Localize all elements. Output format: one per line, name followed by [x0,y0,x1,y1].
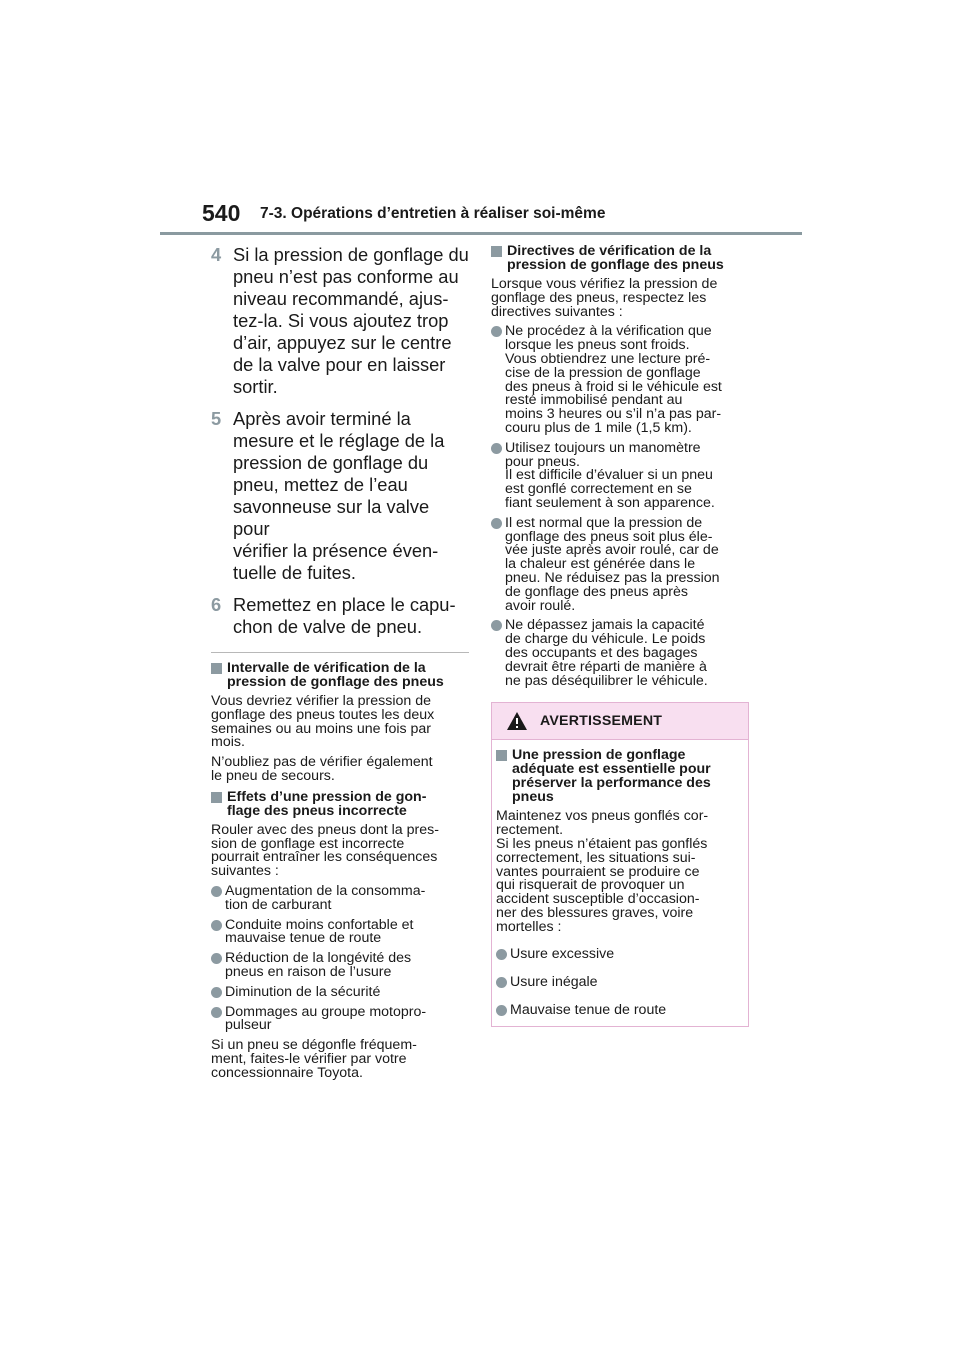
text-line: suivantes : [211,863,279,880]
warning-section-title [496,748,744,804]
text-line: directives suivantes : [491,303,623,320]
text-line: la chaleur est générée dans le [505,556,696,573]
page-number: 540 [202,200,241,226]
warning-header [492,703,748,740]
text-line: de charge du véhicule. Le poids [505,631,706,648]
section-title-guidelines [491,244,751,272]
step-line: d’air, appuyez sur le centre [233,332,452,353]
text-line: de gonflage des pneus après [505,583,689,600]
text-line: Ne procédez à la vérification que [505,323,712,340]
circle-bullet-icon [496,1005,507,1016]
circle-bullet-icon [496,977,507,988]
text-line: lorsque les pneus sont froids. [505,337,690,354]
text-line: Usure inégale [510,974,598,991]
text-line: Diminution de la sécurité [225,983,381,1000]
text-line: ner des blessures graves, voire [496,904,694,921]
text-line: des pneus à froid si le véhicule est [505,378,722,395]
step-line: sortir. [233,376,278,397]
step-line: Remettez en place le capu- [233,594,456,615]
step-line: tez-la. Si vous ajoutez trop [233,310,449,331]
circle-bullet-icon [211,920,222,931]
text-line: est gonflé correctement en se [505,481,692,498]
title-line: pression de gonflage des pneus [507,257,724,273]
text-line: Il est difficile d’évaluer si un pneu [505,467,713,484]
text-line: pourrait entraîner les conséquences [211,849,438,866]
square-bullet-icon [211,663,222,674]
text-line: tion de carburant [225,896,332,913]
step-line: tuelle de fuites. [233,562,356,583]
title-line: Effets d’une pression de gon- [227,788,427,805]
step-line: Si la pression de gonflage du [233,244,469,265]
step-line: vérifier la présence éven- [233,540,439,561]
text-line: vantes pourraient se produire ce [496,863,700,880]
paragraph [211,756,469,784]
text-line: Lorsque vous vérifiez la pression de [491,276,718,292]
list-item [491,514,751,614]
text-line: gonflage des pneus toutes les deux [211,706,435,723]
step-line: de la valve pour en laisser [233,354,446,375]
list-item [491,439,751,511]
text-line: rectement. [496,822,564,839]
section-title-effects [211,790,469,818]
circle-bullet-icon [211,987,222,998]
text-line: Rouler avec des pneus dont la pres- [211,821,439,838]
list-item [496,1004,744,1018]
text-line: qui risquerait de provoquer un [496,877,685,894]
text-line: concessionnaire Toyota. [211,1064,363,1081]
text-line: gonflage des pneus, respectez les [491,289,707,306]
text-line: Vous devriez vérifier la pression de [211,693,432,709]
paragraph [211,1039,469,1080]
text-line: sion de gonflage est incorrecte [211,835,405,852]
list-item [211,882,469,913]
warning-body [492,740,748,1026]
warning-label: AVERTISSEMENT [540,713,663,730]
text-line: mois. [211,734,245,751]
title-line: pneus [512,789,554,806]
text-line: fiant seulement à son apparence. [505,494,715,511]
text-line: vée juste après avoir roulé, car de [505,542,719,559]
circle-bullet-icon [491,518,502,529]
text-line: mauvaise tenue de route [225,930,382,947]
square-bullet-icon [496,750,507,761]
square-bullet-icon [491,246,502,257]
square-bullet-icon [211,792,222,803]
step-line: mesure et le réglage de la [233,430,445,451]
text-line: correctement, les situations sui- [496,849,696,866]
header-rule [160,232,802,235]
text-line: Augmentation de la consomma- [225,882,426,899]
list-item [211,952,469,980]
list-item [496,948,744,962]
list-item [491,619,751,688]
step-line: pneu n’est pas conforme au [233,266,459,287]
text-line: pour pneus. [505,453,580,470]
text-line: avoir roulé. [505,597,576,614]
circle-bullet-icon [211,886,222,897]
warning-triangle-icon [506,711,528,736]
paragraph [491,278,751,319]
text-line: Mauvaise tenue de route [510,1002,667,1019]
step-number: 5 [211,408,222,429]
text-line: Utilisez toujours un manomètre [505,439,701,456]
step-number: 6 [211,594,222,615]
right-column [491,244,751,1027]
circle-bullet-icon [491,326,502,337]
paragraph [211,821,469,880]
title-line: flage des pneus incorrecte [227,802,407,819]
step-item [211,244,469,398]
title-line: Directives de vérification de la [507,243,712,259]
text-line: Usure excessive [510,946,615,963]
list-item [211,983,469,1000]
text-line: cise de la pression de gonflage [505,364,701,381]
text-line: le pneu de secours. [211,767,335,784]
text-line: Il est normal que la pression de [505,514,703,531]
text-line: Conduite moins confortable et [225,916,414,933]
circle-bullet-icon [496,949,507,960]
chapter-title: 7-3. Opérations d’entretien à réaliser soi-même [260,205,606,222]
step-line: niveau recommandé, ajus- [233,288,449,309]
step-number: 4 [211,244,222,265]
left-column [211,244,469,1087]
step-line: chon de valve de pneu. [233,616,423,637]
text-line: couru plus de 1 mile (1,5 km). [505,419,692,436]
step-line: pression de gonflage du [233,452,429,473]
title-line: pression de gonflage des pneus [227,674,444,690]
circle-bullet-icon [211,953,222,964]
list-item [211,1003,469,1034]
text-line: gonflage des pneus soit plus éle- [505,528,713,545]
circle-bullet-icon [491,620,502,631]
step-item [211,408,469,584]
warning-box [491,702,749,1027]
title-line: préserver la performance des [512,775,711,792]
circle-bullet-icon [491,443,502,454]
step-item [211,594,469,638]
text-line: pneus en raison de l’usure [225,963,392,980]
section-divider [211,652,469,653]
list-item [491,325,751,435]
text-line: Dommages au groupe motopro- [225,1003,427,1020]
step-line: savonneuse sur la valve pour [233,496,430,539]
text-line: mortelles : [496,918,562,935]
circle-bullet-icon [211,1007,222,1018]
step-line: Après avoir terminé la [233,408,411,429]
step-line: pneu, mettez de l’eau [233,474,408,495]
text-line: des occupants et des bagages [505,644,698,661]
text-line: resté immobilisé pendant au [505,392,683,409]
text-line: Réduction de la longévité des [225,950,412,967]
text-line: devrait être réparti de manière à [505,658,707,675]
title-line: adéquate est essentielle pour [512,761,711,778]
list-item [496,976,744,990]
text-line: Si les pneus n’étaient pas gonflés [496,835,708,852]
text-line: Vous obtiendrez une lecture pré- [505,350,711,367]
text-line: Maintenez vos pneus gonflés cor- [496,808,709,825]
text-line: pulseur [225,1017,272,1034]
paragraph [496,810,744,934]
list-item [211,916,469,947]
text-line: pneu. Ne réduisez pas la pression [505,569,720,586]
paragraph [211,695,469,750]
text-line: moins 3 heures ou s’il n’a pas par- [505,406,722,423]
text-line: ment, faites-le vérifier par votre [211,1050,407,1067]
text-line: accident susceptible d’occasion- [496,891,700,908]
steps-list [211,244,469,638]
page-header [160,196,802,236]
title-line: Une pression de gonflage [512,747,686,764]
text-line: N’oubliez pas de vérifier également [211,754,433,771]
text-line: ne pas déséquilibrer le véhicule. [505,672,708,689]
text-line: Si un pneu se dégonfle fréquem- [211,1037,417,1054]
section-title-interval [211,661,469,689]
text-line: semaines ou au moins une fois par [211,720,432,737]
title-line: Intervalle de vérification de la [227,660,426,676]
text-line: Ne dépassez jamais la capacité [505,617,705,634]
